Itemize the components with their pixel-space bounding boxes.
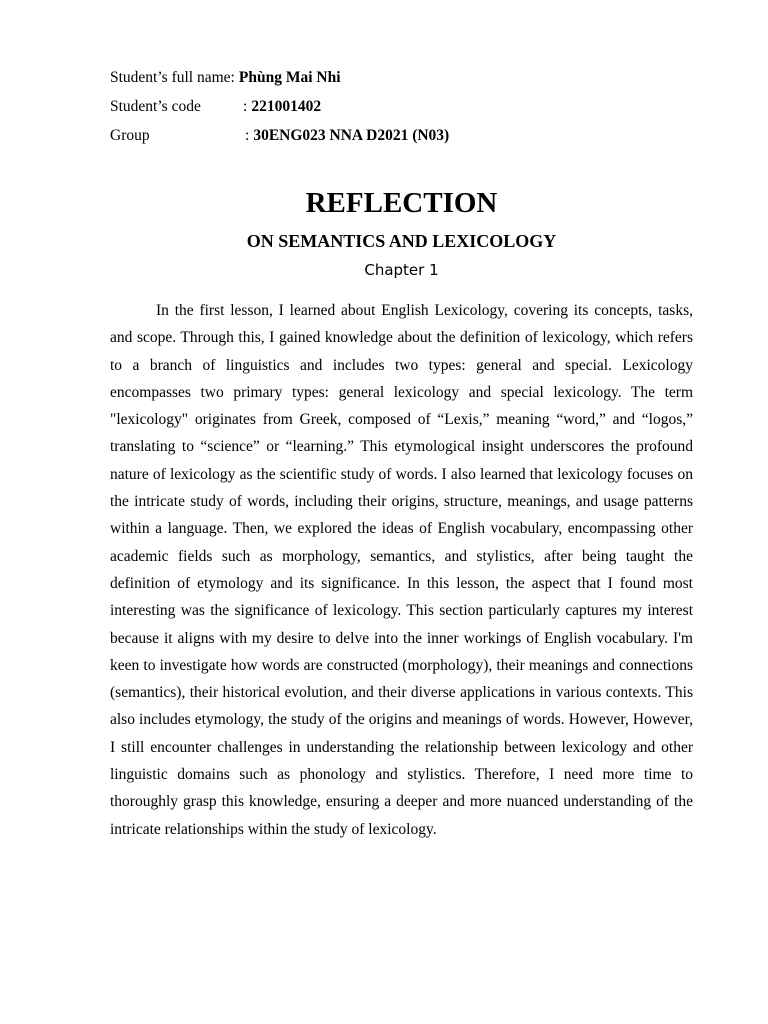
student-info [110, 66, 670, 153]
document-title: REFLECTION [305, 187, 498, 219]
student-code-field [243, 95, 321, 119]
student-name-value: Phùng Mai Nhi [238, 69, 341, 86]
group-colon: : [245, 127, 250, 144]
group-field [245, 124, 449, 148]
document-subtitle: ON SEMANTICS AND LEXICOLOGY [246, 231, 557, 251]
chapter-heading: Chapter 1 [364, 261, 439, 279]
group-value: 30ENG023 NNA D2021 (N03) [253, 127, 450, 144]
student-name-row [110, 66, 670, 95]
student-name-label: Student’s full name: [110, 69, 235, 86]
student-code-row [110, 95, 670, 124]
student-code-label: Student’s code [110, 98, 201, 115]
group-label: Group [110, 127, 150, 144]
student-code-colon: : [243, 98, 248, 115]
student-code-value: 221001402 [251, 98, 322, 115]
student-name-field [110, 66, 341, 90]
group-row [110, 124, 670, 153]
reflection-paragraph: In the first lesson, I learned about English Lexicology, covering its concepts, tasks, and scope. Through this, I gained knowledge about the definition of lexicology, which refers to a branch of linguistics and includes two types: general and special. Lexicology encompasses two primary types: general lexicology and special lexicology. The term "lexicology" originates from Greek, composed of “Lexis,” meaning “word,” and “logos,” translating to “science” or “learning.” This etymological insight underscores the profound nature of lexicology as the scientific study of words. I also learned that lexicology focuses on the intricate study of words, including their origins, structure, meanings, and usage patterns within a language. Then, we explored the ideas of English vocabulary, encompassing other academic fields such as morphology, semantics, and stylistics, after being taught the definition of etymology and its significance. In this lesson, the aspect that I found most interesting was the significance of lexicology. This section particularly captures my interest because it aligns with my desire to delve into the inner workings of English vocabulary. I'm keen to investigate how words are constructed (morphology), their meanings and connections (semantics), their historical evolution, and their diverse applications in various contexts. This also includes etymology, the study of the origins and meanings of words. However, However, I still encounter challenges in understanding the relationship between lexicology and other linguistic domains such as phonology and stylistics. Therefore, I need more time to thoroughly grasp this knowledge, ensuring a deeper and more nuanced understanding of the intricate relationships within the study of lexicology. [110, 302, 693, 838]
